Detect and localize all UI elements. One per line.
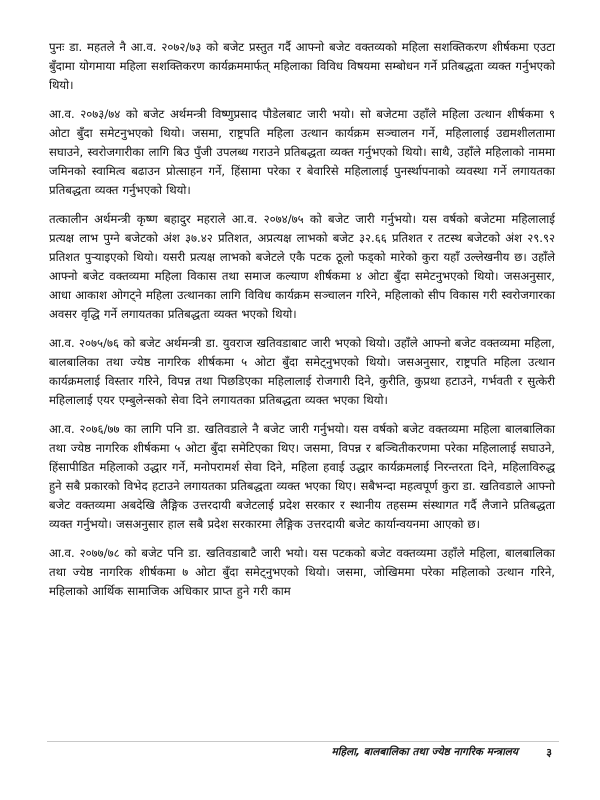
footer-divider <box>47 741 559 742</box>
paragraph-budget-2075-76: आ.व. २०७५/७६ को बजेट अर्थमन्त्री डा. युवराज खतिवडाबाट जारी भएको थियो। उहाँले आफ्नो बजेट वक्तव्यमा महिला, बालबालिका तथा ज्येष्ठ नागरिक शीर्षकमा ५ ओटा बुँदा समेट्नुभएको थियो। जसअनुसार, राष्ट्रपति महिला उत्थान कार्यक्रमलाई विस्तार गरिने, विपन्न तथा पिछडिएका महिलालाई रोजगारी दिने, कुरीति, कुप्रथा हटाउने, गर्भवती र सुत्केरी महिलालाई एयर एम्बुलेन्सको सेवा दिने लगायतका प्रतिबद्धता व्यक्त भएका थियो। <box>49 336 555 407</box>
footer-ministry-name: महिला, बालबालिका तथा ज्येष्ठ नागरिक मन्त्रालय <box>331 746 518 758</box>
paragraph-budget-2074-75: तत्कालीन अर्थमन्त्री कृष्ण बहादुर महराले आ.व. २०७४/७५ को बजेट जारी गर्नुभयो। यस वर्षको बजेटमा महिलालाई प्रत्यक्ष लाभ पुग्ने बजेटको अंश ३७.४२ प्रतिशत, अप्रत्यक्ष लाभको बजेट ३२.६६ प्रतिशत र तटस्थ बजेटको अंश २९.९२ प्रतिशत पुऱ्याइएको थियो। यसरी प्रत्यक्ष लाभको बजेटले एकै पटक ठूलो फड्को मारेको कुरा यहाँ उल्लेखनीय छ। उहाँले आफ्नो बजेट वक्तव्यमा महिला विकास तथा समाज कल्याण शीर्षकमा ४ ओटा बुँदा समेटनुभएको थियो। जसअनुसार, आधा आकाश ओगट्ने महिला उत्थानका लागि विविध कार्यक्रम सञ्चालन गरिने, महिलाको सीप विकास गरी स्वरोजगारका अवसर वृद्धि गर्ने लगायतका प्रतिबद्धता व्यक्त भएको थियो। <box>49 212 555 321</box>
paragraph-budget-2077-78: आ.व. २०७७/७८ को बजेट पनि डा. खतिवडाबाटै जारी भयो। यस पटकको बजेट वक्तव्यमा उहाँले महिला, बालबालिका तथा ज्येष्ठ नागरिक शीर्षकमा ७ ओटा बुँदा समेट्नुभएको थियो। जसमा, जोखिममा परेका महिलाको उत्थान गरिने, महिलाको आर्थिक सामाजिक अधिकार प्राप्त हुने गरी काम <box>49 546 555 598</box>
page-number: ३ <box>546 746 552 759</box>
paragraph-budget-2072-73: पुनः डा. महतले नै आ.व. २०७२/७३ को बजेट प्रस्तुत गर्दै आफ्नो बजेट वक्तव्यको महिला सशक्तिकरण शीर्षकमा एउटा बुँदामा योगमाया महिला सशक्तिकरण कार्यक्रममार्फत् महिलाका विविध विषयमा सम्बोधन गर्ने प्रतिबद्धता व्यक्त गर्नुभएको थियो। <box>49 40 555 92</box>
document-body <box>49 38 555 601</box>
paragraph-budget-2073-74: आ.व. २०७३/७४ को बजेट अर्थमन्त्री विष्णुप्रसाद पौडेलबाट जारी भयो। सो बजेटमा उहाँले महिला उत्थान शीर्षकमा ९ ओटा बुँदा समेटनुभएको थियो। जसमा, राष्ट्रपति महिला उत्थान कार्यक्रम सञ्चालन गर्ने, महिलालाई उद्यमशीलतामा सघाउने, स्वरोजगारीका लागि बिउ पुँजी उपलब्ध गराउने प्रतिबद्धता व्यक्त गर्नुभएको थियो। साथै, उहाँले महिलाको नाममा जमिनको स्वामित्व बढाउन प्रोत्साहन गर्ने, हिंसामा परेका र बेवारिसे महिलालाई पुनर्स्थापनाको व्यवस्था गर्ने लगायतका प्रतिबद्धता व्यक्त गर्नुभएको थियो। <box>49 107 555 197</box>
paragraph-budget-2076-77: आ.व. २०७६/७७ का लागि पनि डा. खतिवडाले नै बजेट जारी गर्नुभयो। यस वर्षको बजेट वक्तव्यमा महिला बालबालिका तथा ज्येष्ठ नागरिक शीर्षकमा ५ ओटा बुँदा समेटिएका थिए। जसमा, विपन्न र बञ्चितीकरणमा परेका महिलालाई सघाउने, हिंसापीडित महिलाको उद्धार गर्ने, मनोपरामर्श सेवा दिने, महिला हवाई उद्धार कार्यक्रमलाई निरन्तरता दिने, महिलाविरुद्ध हुने सबै प्रकारको विभेद हटाउने लगायतका प्रतिबद्धता व्यक्त भएका थिए। सबैभन्दा महत्वपूर्ण कुरा डा. खतिवडाले आफ्नो बजेट वक्तव्यमा अबदेखि लैङ्गिक उत्तरदायी बजेटलाई प्रदेश सरकार र स्थानीय तहसम्म संस्थागत गर्दै लैजाने प्रतिबद्धता व्यक्त गर्नुभयो। जसअनुसार हाल सबै प्रदेश सरकारमा लैङ्गिक उत्तरदायी बजेट कार्यान्वयनमा आएको छ। <box>49 422 555 531</box>
